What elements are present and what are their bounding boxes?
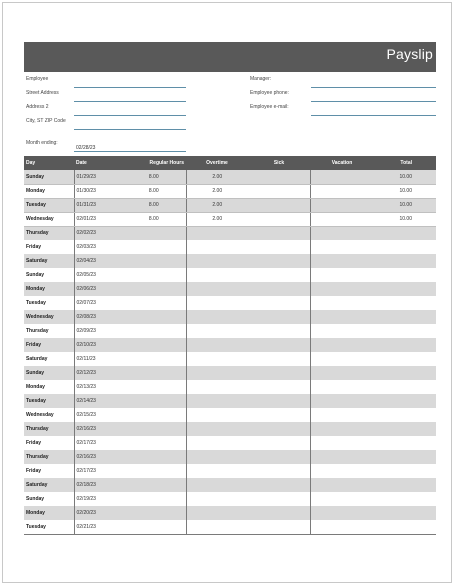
street-address-field[interactable] xyxy=(26,90,186,102)
day-cell[interactable]: Thursday xyxy=(24,422,74,436)
vacation-cell[interactable] xyxy=(310,226,374,240)
vacation-cell[interactable] xyxy=(310,268,374,282)
date-cell[interactable]: 01/30/23 xyxy=(74,184,122,198)
regular-hours-cell[interactable] xyxy=(122,478,186,492)
overtime-cell[interactable] xyxy=(186,310,248,324)
table-row xyxy=(24,310,436,324)
day-cell[interactable]: Monday xyxy=(24,184,74,198)
total-cell[interactable]: 10.00 xyxy=(374,184,436,198)
vacation-cell[interactable] xyxy=(310,408,374,422)
table-row xyxy=(24,296,436,310)
regular-hours-cell[interactable]: 8.00 xyxy=(122,184,186,198)
date-cell[interactable]: 02/20/23 xyxy=(74,506,122,520)
table-row xyxy=(24,282,436,296)
vacation-cell[interactable] xyxy=(310,450,374,464)
regular-hours-cell[interactable] xyxy=(122,254,186,268)
sick-cell[interactable] xyxy=(248,366,310,380)
sick-cell[interactable] xyxy=(248,506,310,520)
overtime-cell[interactable] xyxy=(186,380,248,394)
table-body xyxy=(24,170,436,534)
month-ending-line xyxy=(74,151,186,152)
total-cell[interactable] xyxy=(374,520,436,534)
vacation-cell[interactable] xyxy=(310,324,374,338)
regular-hours-cell[interactable]: 8.00 xyxy=(122,198,186,212)
vacation-cell[interactable] xyxy=(310,282,374,296)
day-cell[interactable]: Thursday xyxy=(24,226,74,240)
employee-phone-line xyxy=(311,101,436,102)
overtime-cell[interactable] xyxy=(186,464,248,478)
table-row xyxy=(24,380,436,394)
overtime-cell[interactable]: 2.00 xyxy=(186,198,248,212)
overtime-cell[interactable] xyxy=(186,254,248,268)
sick-cell[interactable] xyxy=(248,226,310,240)
vacation-cell[interactable] xyxy=(310,478,374,492)
date-cell[interactable]: 02/09/23 xyxy=(74,324,122,338)
overtime-cell[interactable] xyxy=(186,366,248,380)
regular-hours-cell[interactable] xyxy=(122,338,186,352)
regular-hours-cell[interactable] xyxy=(122,296,186,310)
date-cell[interactable]: 02/18/23 xyxy=(74,478,122,492)
vacation-cell[interactable] xyxy=(310,338,374,352)
date-cell[interactable]: 02/16/23 xyxy=(74,450,122,464)
overtime-cell[interactable] xyxy=(186,506,248,520)
day-cell[interactable]: Thursday xyxy=(26,328,49,334)
date-cell[interactable]: 01/31/23 xyxy=(74,198,122,212)
overtime-cell[interactable] xyxy=(186,324,248,338)
table-header-row xyxy=(24,156,436,170)
sick-cell[interactable] xyxy=(248,352,310,366)
overtime-cell[interactable] xyxy=(186,422,248,436)
street-address-label: Street Address xyxy=(26,90,59,96)
table-row xyxy=(24,352,436,366)
column-header-total: Total xyxy=(374,156,436,170)
vacation-cell[interactable] xyxy=(310,520,374,534)
sick-cell[interactable] xyxy=(248,254,310,268)
table-row xyxy=(24,492,436,506)
column-header-day: Day xyxy=(24,156,74,170)
regular-hours-cell[interactable] xyxy=(122,506,186,520)
vacation-cell[interactable] xyxy=(310,310,374,324)
date-cell[interactable]: 02/14/23 xyxy=(74,394,122,408)
total-cell[interactable] xyxy=(374,436,436,450)
day-cell[interactable]: Sunday xyxy=(26,272,45,278)
regular-hours-cell[interactable] xyxy=(122,352,186,366)
column-header-date: Date xyxy=(74,156,122,170)
overtime-cell[interactable] xyxy=(186,436,248,450)
day-cell[interactable]: Wednesday xyxy=(24,310,74,324)
regular-hours-cell[interactable] xyxy=(122,436,186,450)
overtime-cell[interactable]: 2.00 xyxy=(186,184,248,198)
employee-field[interactable] xyxy=(26,76,186,88)
table-row xyxy=(24,450,436,464)
day-cell[interactable]: Monday xyxy=(24,506,74,520)
date-cell[interactable]: 02/19/23 xyxy=(74,492,122,506)
table-row xyxy=(24,324,436,338)
regular-hours-cell[interactable] xyxy=(122,310,186,324)
vacation-cell[interactable] xyxy=(310,212,374,226)
regular-hours-cell[interactable] xyxy=(122,450,186,464)
overtime-cell[interactable] xyxy=(186,352,248,366)
vacation-cell[interactable] xyxy=(310,198,374,212)
overtime-cell[interactable] xyxy=(186,478,248,492)
column-header-overtime: Overtime xyxy=(186,156,248,170)
overtime-cell[interactable]: 2.00 xyxy=(186,170,248,184)
hours-table xyxy=(24,156,436,535)
total-cell[interactable] xyxy=(374,450,436,464)
total-cell[interactable] xyxy=(374,282,436,296)
sick-cell[interactable] xyxy=(248,338,310,352)
employee-email-line xyxy=(311,115,436,116)
total-cell[interactable]: 10.00 xyxy=(374,212,436,226)
total-cell[interactable] xyxy=(374,240,436,254)
overtime-cell[interactable] xyxy=(186,338,248,352)
page-title: Payslip xyxy=(386,46,433,62)
vacation-cell[interactable] xyxy=(310,506,374,520)
overtime-cell[interactable] xyxy=(186,282,248,296)
sick-cell[interactable] xyxy=(248,212,310,226)
day-cell[interactable]: Tuesday xyxy=(24,520,74,534)
regular-hours-cell[interactable] xyxy=(122,366,186,380)
table-row xyxy=(24,212,436,226)
street-address-line xyxy=(74,101,186,102)
manager-label: Manager: xyxy=(250,76,272,82)
sick-cell[interactable] xyxy=(248,380,310,394)
table-row xyxy=(24,464,436,478)
sick-cell[interactable] xyxy=(248,450,310,464)
city-state-zip-label: City, ST ZIP Code xyxy=(26,118,66,124)
day-cell[interactable]: Friday xyxy=(26,440,42,446)
total-cell[interactable] xyxy=(374,296,436,310)
day-cell[interactable]: Wednesday xyxy=(26,412,54,418)
date-cell[interactable]: 02/11/23 xyxy=(74,352,122,366)
city-state-zip-line xyxy=(74,129,186,130)
vacation-cell[interactable] xyxy=(310,492,374,506)
total-cell[interactable] xyxy=(374,394,436,408)
month-ending-label: Month ending: xyxy=(26,140,58,146)
overtime-cell[interactable] xyxy=(186,394,248,408)
date-cell[interactable]: 02/12/23 xyxy=(74,366,122,380)
regular-hours-cell[interactable]: 8.00 xyxy=(122,212,186,226)
month-ending-field[interactable] xyxy=(26,140,186,152)
regular-hours-cell[interactable]: 8.00 xyxy=(122,170,186,184)
total-cell[interactable] xyxy=(374,506,436,520)
address-2-field[interactable] xyxy=(26,104,186,116)
regular-hours-cell[interactable] xyxy=(122,492,186,506)
date-cell[interactable]: 02/08/23 xyxy=(74,310,122,324)
date-cell[interactable]: 02/05/23 xyxy=(74,268,122,282)
total-cell[interactable] xyxy=(374,492,436,506)
regular-hours-cell[interactable] xyxy=(122,464,186,478)
day-cell[interactable]: Monday xyxy=(26,384,45,390)
table-row xyxy=(24,338,436,352)
day-cell[interactable]: Monday xyxy=(24,282,74,296)
sick-cell[interactable] xyxy=(248,310,310,324)
table-row xyxy=(24,184,436,198)
sick-cell[interactable] xyxy=(248,492,310,506)
vacation-cell[interactable] xyxy=(310,436,374,450)
regular-hours-cell[interactable] xyxy=(122,268,186,282)
sick-cell[interactable] xyxy=(248,394,310,408)
overtime-cell[interactable]: 2.00 xyxy=(186,212,248,226)
overtime-cell[interactable] xyxy=(186,450,248,464)
vacation-cell[interactable] xyxy=(310,422,374,436)
vacation-cell[interactable] xyxy=(310,240,374,254)
vacation-cell[interactable] xyxy=(310,184,374,198)
regular-hours-cell[interactable] xyxy=(122,240,186,254)
total-cell[interactable] xyxy=(374,478,436,492)
table-row xyxy=(24,268,436,282)
sick-cell[interactable] xyxy=(248,170,310,184)
sick-cell[interactable] xyxy=(248,422,310,436)
total-cell[interactable] xyxy=(374,380,436,394)
sick-cell[interactable] xyxy=(248,520,310,534)
total-cell[interactable] xyxy=(374,254,436,268)
table-row xyxy=(24,170,436,184)
date-cell[interactable]: 02/15/23 xyxy=(74,408,122,422)
day-cell[interactable]: Tuesday xyxy=(24,198,74,212)
employee-email-field[interactable] xyxy=(250,104,436,116)
vacation-cell[interactable] xyxy=(310,254,374,268)
day-cell[interactable]: Saturday xyxy=(24,478,74,492)
sick-cell[interactable] xyxy=(248,324,310,338)
sick-cell[interactable] xyxy=(248,184,310,198)
date-cell[interactable]: 02/03/23 xyxy=(74,240,122,254)
date-cell[interactable]: 02/21/23 xyxy=(74,520,122,534)
vacation-cell[interactable] xyxy=(310,352,374,366)
sick-cell[interactable] xyxy=(248,478,310,492)
day-cell[interactable]: Friday xyxy=(24,338,74,352)
total-cell[interactable] xyxy=(374,338,436,352)
day-cell[interactable]: Wednesday xyxy=(24,212,74,226)
day-cell[interactable]: Tuesday xyxy=(26,300,46,306)
day-cell[interactable]: Friday xyxy=(26,244,42,250)
date-cell[interactable]: 02/13/23 xyxy=(74,380,122,394)
table-row xyxy=(24,422,436,436)
date-cell[interactable]: 02/17/23 xyxy=(74,464,122,478)
overtime-cell[interactable] xyxy=(186,520,248,534)
date-cell[interactable]: 02/07/23 xyxy=(74,296,122,310)
overtime-cell[interactable] xyxy=(186,408,248,422)
total-cell[interactable] xyxy=(374,408,436,422)
table-row xyxy=(24,520,436,534)
day-cell[interactable]: Sunday xyxy=(26,496,45,502)
total-cell[interactable] xyxy=(374,226,436,240)
sick-cell[interactable] xyxy=(248,268,310,282)
date-cell[interactable]: 01/29/23 xyxy=(74,170,122,184)
vacation-cell[interactable] xyxy=(310,170,374,184)
vacation-cell[interactable] xyxy=(310,394,374,408)
title-banner xyxy=(24,42,436,72)
employee-email-label: Employee e-mail: xyxy=(250,104,289,110)
overtime-cell[interactable] xyxy=(186,226,248,240)
date-cell[interactable]: 02/01/23 xyxy=(74,212,122,226)
day-cell[interactable]: Saturday xyxy=(26,356,48,362)
regular-hours-cell[interactable] xyxy=(122,226,186,240)
sick-cell[interactable] xyxy=(248,282,310,296)
regular-hours-cell[interactable] xyxy=(122,408,186,422)
sick-cell[interactable] xyxy=(248,436,310,450)
total-cell[interactable] xyxy=(374,464,436,478)
regular-hours-cell[interactable] xyxy=(122,422,186,436)
table-row xyxy=(24,506,436,520)
table-row xyxy=(24,436,436,450)
table-row xyxy=(24,254,436,268)
total-cell[interactable] xyxy=(374,268,436,282)
date-cell[interactable]: 02/06/23 xyxy=(74,282,122,296)
day-cell[interactable]: Thursday xyxy=(24,450,74,464)
manager-line xyxy=(311,87,436,88)
table-row xyxy=(24,198,436,212)
vacation-cell[interactable] xyxy=(310,296,374,310)
column-header-vacation: Vacation xyxy=(310,156,374,170)
regular-hours-cell[interactable] xyxy=(122,282,186,296)
column-header-regular-hours: Regular Hours xyxy=(122,156,186,170)
day-cell[interactable]: Tuesday xyxy=(24,394,74,408)
employee-label: Employee xyxy=(26,76,49,82)
total-cell[interactable] xyxy=(374,366,436,380)
table-row xyxy=(24,394,436,408)
total-cell[interactable] xyxy=(374,310,436,324)
overtime-cell[interactable] xyxy=(186,492,248,506)
table-row xyxy=(24,226,436,240)
vacation-cell[interactable] xyxy=(310,366,374,380)
overtime-cell[interactable] xyxy=(186,268,248,282)
overtime-cell[interactable] xyxy=(186,240,248,254)
regular-hours-cell[interactable] xyxy=(122,380,186,394)
overtime-cell[interactable] xyxy=(186,296,248,310)
sick-cell[interactable] xyxy=(248,296,310,310)
total-cell[interactable] xyxy=(374,352,436,366)
table-row xyxy=(24,408,436,422)
date-cell[interactable]: 02/04/23 xyxy=(74,254,122,268)
address-2-line xyxy=(74,115,186,116)
vacation-cell[interactable] xyxy=(310,464,374,478)
employee-phone-label: Employee phone: xyxy=(250,90,289,96)
employee-phone-field[interactable] xyxy=(250,90,436,102)
day-cell[interactable]: Sunday xyxy=(24,170,74,184)
regular-hours-cell[interactable] xyxy=(122,520,186,534)
address-2-label: Address 2 xyxy=(26,104,49,110)
table-row xyxy=(24,478,436,492)
date-cell[interactable]: 02/16/23 xyxy=(74,422,122,436)
table-row xyxy=(24,240,436,254)
sick-cell[interactable] xyxy=(248,198,310,212)
manager-field[interactable] xyxy=(250,76,436,88)
employee-line xyxy=(74,87,186,88)
date-cell[interactable]: 02/17/23 xyxy=(74,436,122,450)
total-cell[interactable]: 10.00 xyxy=(374,198,436,212)
sick-cell[interactable] xyxy=(248,464,310,478)
column-header-sick: Sick xyxy=(248,156,310,170)
vacation-cell[interactable] xyxy=(310,380,374,394)
city-state-zip-field[interactable] xyxy=(26,118,186,130)
table-row xyxy=(24,366,436,380)
date-cell[interactable]: 02/10/23 xyxy=(74,338,122,352)
total-cell[interactable]: 10.00 xyxy=(374,170,436,184)
date-cell[interactable]: 02/02/23 xyxy=(74,226,122,240)
sick-cell[interactable] xyxy=(248,408,310,422)
regular-hours-cell[interactable] xyxy=(122,324,186,338)
sick-cell[interactable] xyxy=(248,240,310,254)
total-cell[interactable] xyxy=(374,422,436,436)
month-ending-value: 02/28/23 xyxy=(76,145,96,151)
day-cell[interactable]: Saturday xyxy=(24,254,74,268)
day-cell[interactable]: Friday xyxy=(26,468,42,474)
total-cell[interactable] xyxy=(374,324,436,338)
day-cell[interactable]: Sunday xyxy=(24,366,74,380)
regular-hours-cell[interactable] xyxy=(122,394,186,408)
